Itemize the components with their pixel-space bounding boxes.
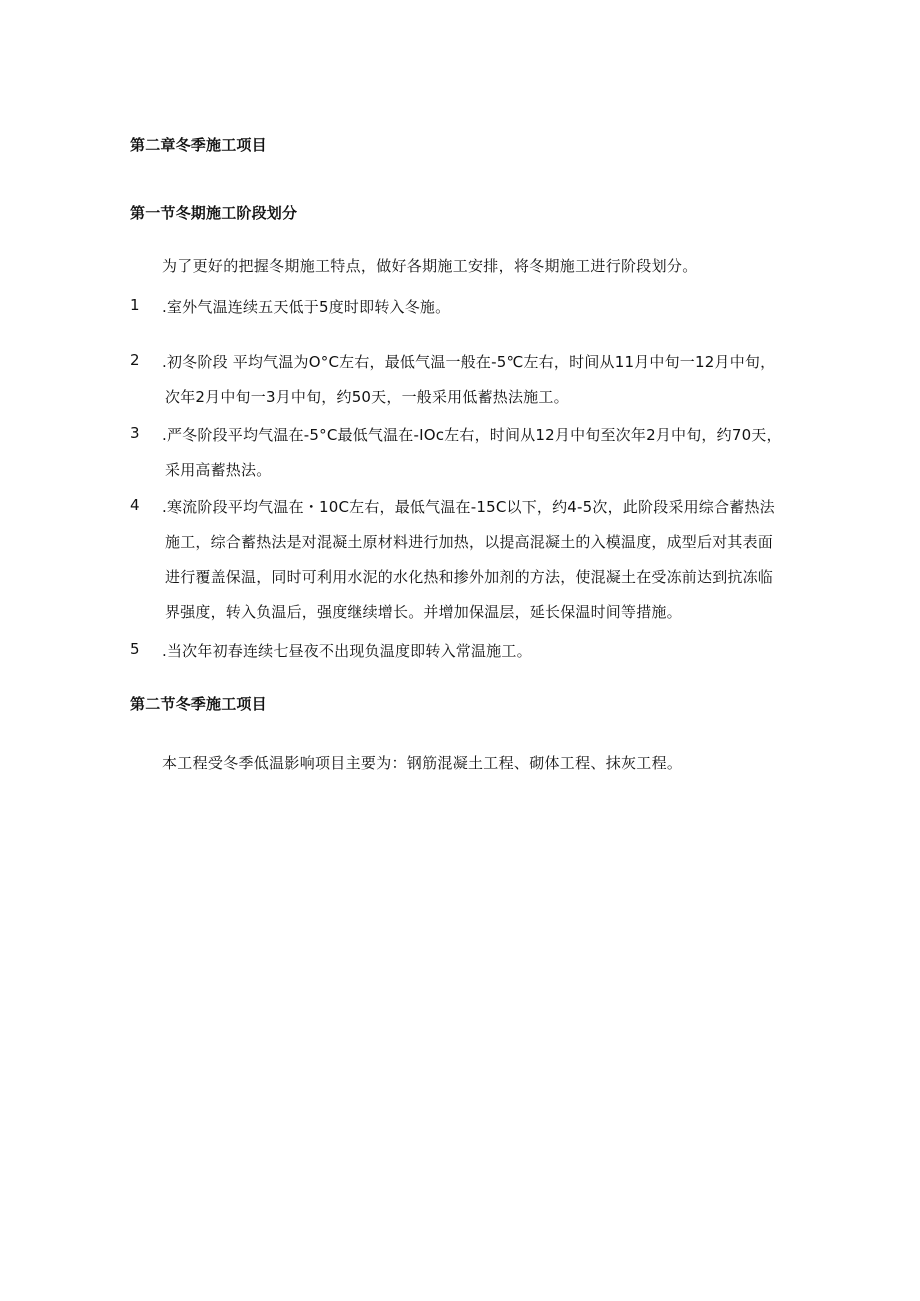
- section-2-title: 第二节冬季施工项目: [130, 695, 267, 713]
- list-item-text: 采用高蓄热法。: [165, 461, 272, 479]
- list-item-text: .寒流阶段平均气温在・10C左右，最低气温在-15C以下，约4-5次，此阶段采用综合蓄热法: [162, 498, 775, 516]
- section-2-text: 本工程受冬季低温影响项目主要为：钢筋混凝土工程、砌体工程、抹灰工程。: [162, 754, 683, 772]
- chapter-title: 第二章冬季施工项目: [130, 136, 267, 154]
- list-item-number: 5: [130, 640, 140, 658]
- section-1-intro: 为了更好的把握冬期施工特点，做好各期施工安排，将冬期施工进行阶段划分。: [162, 257, 698, 275]
- list-item-text: .初冬阶段 平均气温为O°C左右，最低气温一般在-5℃左右，时间从11月中旬一12月中旬，: [162, 353, 776, 371]
- list-item-number: 3: [130, 424, 140, 442]
- list-item-text: 界强度，转入负温后，强度继续增长。并增加保温层，延长保温时间等措施。: [165, 603, 682, 621]
- list-item-text: .室外气温连续五天低于5度时即转入冬施。: [162, 298, 451, 316]
- list-item-number: 4: [130, 496, 140, 514]
- list-item-text: .严冬阶段平均气温在-5°C最低气温在-IOc左右，时间从12月中旬至次年2月中旬，约70天，: [162, 426, 782, 444]
- list-item-text: 进行覆盖保温，同时可利用水泥的水化热和掺外加剂的方法，使混凝土在受冻前达到抗冻临: [165, 568, 774, 586]
- list-item-number: 1: [130, 296, 140, 314]
- section-1-title: 第一节冬期施工阶段划分: [130, 204, 298, 222]
- list-item-text: 施工，综合蓄热法是对混凝土原材料进行加热，以提高混凝土的入模温度，成型后对其表面: [165, 533, 774, 551]
- list-item-text: 次年2月中旬一3月中旬，约50天，一般采用低蓄热法施工。: [165, 388, 569, 406]
- list-item-number: 2: [130, 351, 140, 369]
- list-item-text: .当次年初春连续七昼夜不出现负温度即转入常温施工。: [162, 642, 532, 660]
